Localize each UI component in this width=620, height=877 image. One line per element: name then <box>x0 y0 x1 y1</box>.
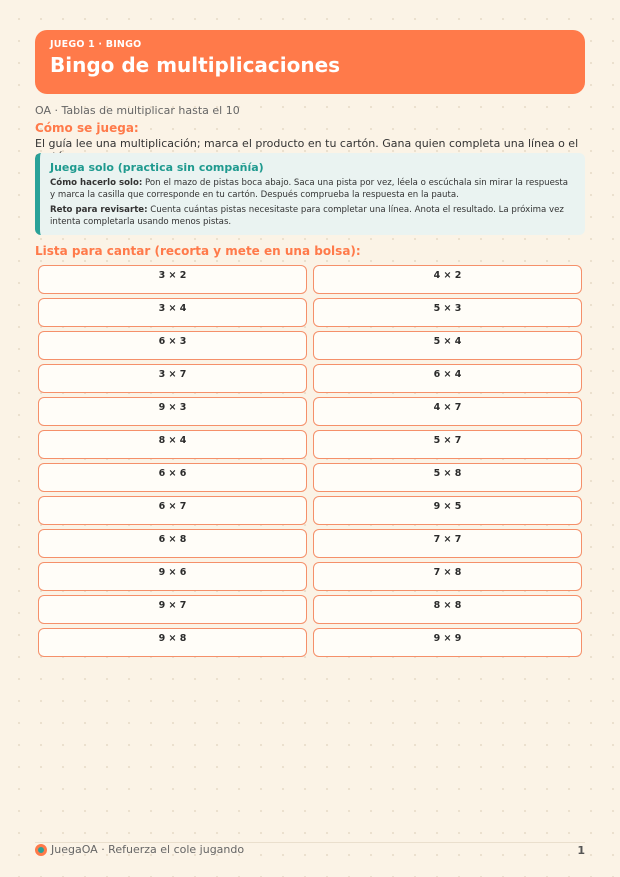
call-card: 9 × 8 <box>38 628 307 657</box>
solo-how-label: Cómo hacerlo solo: <box>50 178 143 188</box>
game-kicker: JUEGO 1 · BINGO <box>50 39 142 50</box>
call-card: 7 × 7 <box>313 529 582 558</box>
solo-challenge-paragraph <box>50 204 573 228</box>
call-card: 5 × 7 <box>313 430 582 459</box>
call-card: 6 × 7 <box>38 496 307 525</box>
call-card: 7 × 8 <box>313 562 582 591</box>
call-card: 9 × 3 <box>38 397 307 426</box>
call-card: 3 × 7 <box>38 364 307 393</box>
solo-challenge-text: Cuenta cuántas pistas necesitaste para completar una línea. Anota el resultado. La próxima vez intenta completarla usando menos pistas. <box>50 205 564 227</box>
solo-how-paragraph <box>50 177 573 201</box>
call-card: 8 × 8 <box>313 595 582 624</box>
call-card: 9 × 6 <box>38 562 307 591</box>
call-card: 6 × 6 <box>38 463 307 492</box>
call-card: 9 × 7 <box>38 595 307 624</box>
solo-challenge-label: Reto para revisarte: <box>50 205 148 215</box>
call-card: 3 × 2 <box>38 265 307 294</box>
call-card: 6 × 4 <box>313 364 582 393</box>
call-card: 9 × 5 <box>313 496 582 525</box>
footer-brand: JuegaOA · Refuerza el cole jugando <box>51 843 245 856</box>
how-to-text: El guía lee una multiplicación; marca el producto en tu cartón. Gana quien completa una línea o el <box>35 137 579 150</box>
header-banner <box>35 30 585 94</box>
footer <box>35 843 244 856</box>
solo-play-box <box>35 153 585 235</box>
call-card-grid <box>38 265 582 657</box>
subtitle: OA · Tablas de multiplicar hasta el 10 <box>35 104 240 117</box>
call-card: 5 × 4 <box>313 331 582 360</box>
page-title: Bingo de multiplicaciones <box>50 53 341 77</box>
call-card: 8 × 4 <box>38 430 307 459</box>
call-list-heading: Lista para cantar (recorta y mete en una bolsa): <box>35 244 361 258</box>
call-card: 9 × 9 <box>313 628 582 657</box>
page-number: 1 <box>577 844 585 857</box>
call-card: 4 × 2 <box>313 265 582 294</box>
call-card: 5 × 8 <box>313 463 582 492</box>
call-card: 3 × 4 <box>38 298 307 327</box>
solo-how-text: Pon el mazo de pistas boca abajo. Saca una pista por vez, léela o escúchala sin mirar la respuesta y marca la casilla que corresponde en tu cartón. Después comprueba la respuesta en la pauta. <box>50 178 569 200</box>
solo-title: Juega solo (practica sin compañía) <box>50 161 264 174</box>
call-card: 4 × 7 <box>313 397 582 426</box>
target-logo-icon <box>35 844 47 856</box>
how-to-heading: Cómo se juega: <box>35 121 139 135</box>
call-card: 6 × 3 <box>38 331 307 360</box>
call-card: 6 × 8 <box>38 529 307 558</box>
call-card: 5 × 3 <box>313 298 582 327</box>
